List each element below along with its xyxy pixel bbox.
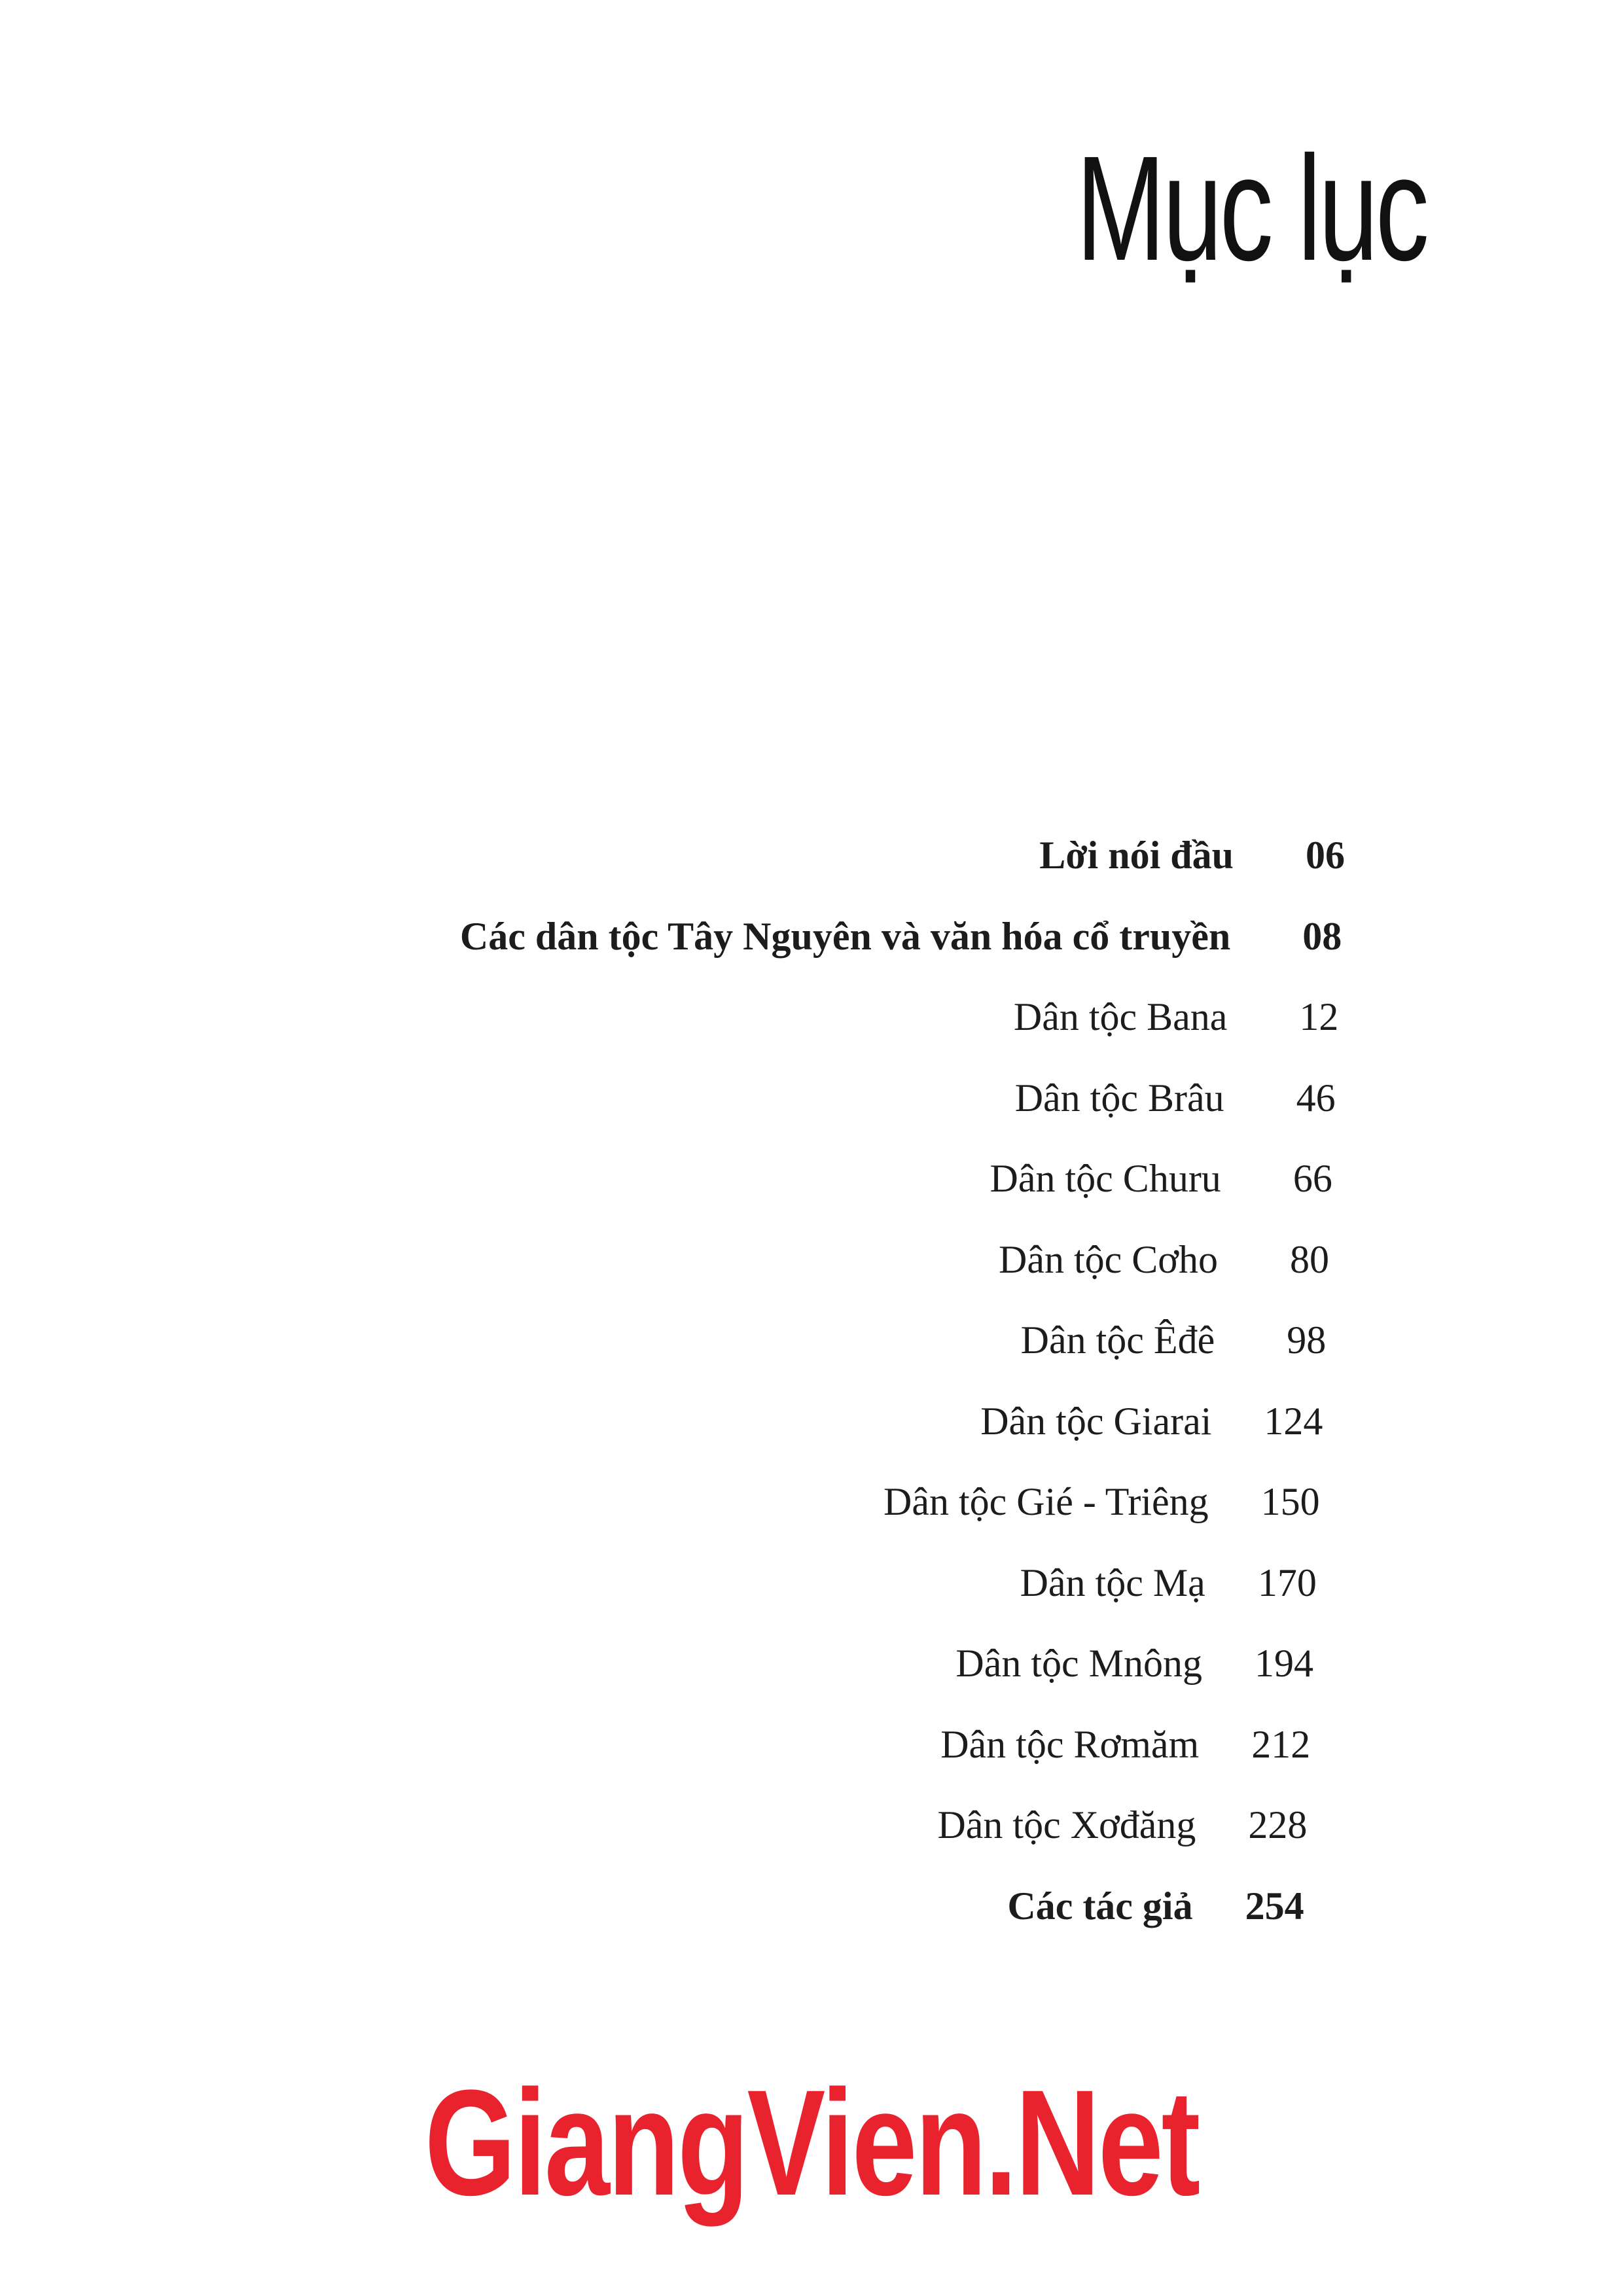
toc-entry-page: 06	[1306, 834, 1345, 877]
toc-entry-page: 194	[1255, 1642, 1313, 1685]
toc-entry[interactable]	[0, 1472, 1623, 1531]
toc-entry[interactable]	[0, 1149, 1623, 1208]
toc-entry[interactable]	[0, 1877, 1623, 1935]
toc-entry[interactable]	[0, 1553, 1623, 1612]
toc-entry[interactable]	[0, 1230, 1623, 1289]
page-title: Mục lục	[1076, 126, 1427, 292]
toc-entry-page: 228	[1248, 1803, 1308, 1846]
toc-entry-label: Dân tộc Rơmăm	[940, 1722, 1200, 1766]
toc-entry-label: Dân tộc Gié - Triêng	[883, 1480, 1209, 1523]
toc-entry[interactable]	[0, 1634, 1623, 1693]
toc-entry-label: Dân tộc Mnông	[955, 1642, 1202, 1685]
toc-entry-label: Dân tộc Cơho	[998, 1237, 1218, 1281]
toc-entry[interactable]	[0, 826, 1623, 885]
toc-entry-label: Dân tộc Mạ	[1020, 1561, 1205, 1604]
toc-entry-page: 124	[1264, 1399, 1323, 1443]
toc-entry[interactable]	[0, 907, 1623, 966]
toc-entry-page: 150	[1260, 1480, 1320, 1523]
toc-entry-page: 212	[1251, 1722, 1311, 1766]
toc-entry-label: Lời nói đầu	[1039, 834, 1234, 877]
toc-entry[interactable]	[0, 987, 1623, 1046]
toc-entry-page: 80	[1290, 1237, 1329, 1281]
toc-entry-label: Dân tộc Êđê	[1020, 1318, 1215, 1362]
toc-entry-page: 46	[1296, 1076, 1336, 1120]
toc-entry-label: Dân tộc Churu	[990, 1157, 1221, 1200]
toc-entry-page: 98	[1287, 1318, 1327, 1362]
toc-entry[interactable]	[0, 1311, 1623, 1369]
toc-entry-page: 66	[1293, 1157, 1332, 1200]
toc-entry[interactable]	[0, 1392, 1623, 1451]
toc-entry-label: Dân tộc Giarai	[980, 1399, 1212, 1443]
toc-entry-page: 170	[1257, 1561, 1317, 1604]
toc-entry[interactable]	[0, 1069, 1623, 1127]
toc-entry[interactable]	[0, 1795, 1623, 1854]
toc-entry-page: 08	[1302, 914, 1342, 958]
toc-entry[interactable]	[0, 1715, 1623, 1774]
toc-entry-page: 254	[1245, 1884, 1304, 1928]
watermark-logo: GiangVien.Net	[424, 2058, 1199, 2227]
toc-entry-label: Dân tộc Bana	[1013, 995, 1228, 1038]
toc-entry-page: 12	[1299, 995, 1339, 1038]
toc-entry-label: Các dân tộc Tây Nguyên và văn hóa cổ truyền	[459, 914, 1231, 958]
toc-entry-label: Dân tộc Xơđăng	[937, 1803, 1196, 1846]
toc-entry-label: Các tác giả	[1007, 1884, 1193, 1928]
toc-entry-label: Dân tộc Brâu	[1014, 1076, 1224, 1120]
